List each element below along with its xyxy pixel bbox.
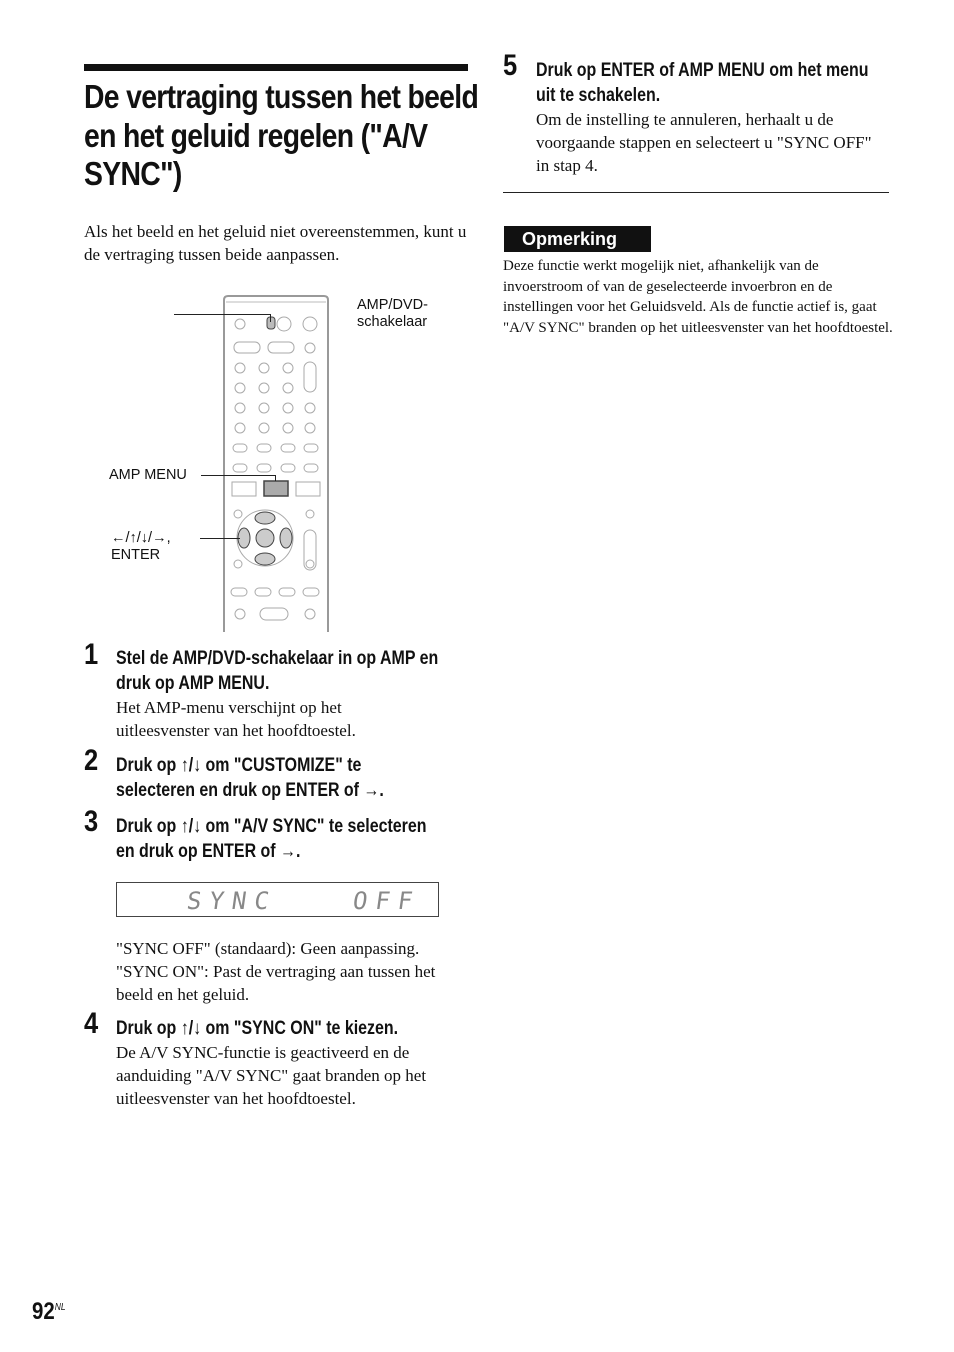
step-2-number: 2 bbox=[84, 744, 99, 777]
section-divider bbox=[503, 192, 889, 193]
callout-arrows-line-2: ENTER bbox=[111, 547, 161, 563]
step-5-body: Om de instelling te annuleren, herhaalt u de voorgaande stappen en selecteert u "SYNC OFF" in stap 4. bbox=[536, 110, 872, 175]
page-number-suffix: NL bbox=[54, 1302, 66, 1313]
display-sync-text: SYNC bbox=[185, 887, 279, 915]
step-1-body: Het AMP-menu verschijnt op het uitleesvenster van het hoofdtoestel. bbox=[116, 698, 356, 740]
step-2-heading-line-1: Druk op ↑/↓ om "CUSTOMIZE" te bbox=[116, 755, 362, 776]
step-3-body-line-2: "SYNC ON": Past de vertraging aan tussen het beeld en het geluid. bbox=[116, 962, 436, 1004]
step-1-heading bbox=[116, 646, 469, 696]
callout-amp-menu: AMP MENU bbox=[109, 467, 187, 483]
page-number bbox=[32, 1298, 66, 1326]
page-title: De vertraging tussen het beeld en het geluid regelen ("A/V SYNC") bbox=[84, 78, 479, 192]
step-5-number: 5 bbox=[503, 49, 518, 82]
remote-figure bbox=[100, 292, 470, 634]
callout-switch-line-2: schakelaar bbox=[357, 314, 428, 330]
step-4-heading-line-1: Druk op ↑/↓ om "SYNC ON" te kiezen. bbox=[116, 1018, 399, 1039]
callout-switch-line-1: AMP/DVD- bbox=[357, 297, 428, 313]
step-3-heading-line-1: Druk op ↑/↓ om "A/V SYNC" te selecteren bbox=[116, 816, 427, 837]
remote-control-illustration bbox=[100, 292, 470, 634]
step-1-heading-line-1: Stel de AMP/DVD-schakelaar in op AMP en bbox=[116, 648, 439, 669]
step-3-heading-line-2: en druk op ENTER of →. bbox=[116, 841, 301, 862]
intro-text: Als het beeld en het geluid niet overeenstemmen, kunt u de vertraging tussen beide aanpassen. bbox=[84, 222, 467, 264]
page-number-value: 92 bbox=[32, 1298, 55, 1325]
step-3-body bbox=[116, 937, 472, 1006]
display-readout bbox=[185, 887, 423, 915]
callout-arrows bbox=[111, 530, 171, 564]
step-3-number: 3 bbox=[84, 805, 99, 838]
step-4-body: De A/V SYNC-functie is geactiveerd en de aanduiding "A/V SYNC" gaat branden op het uitleesvenster van het hoofdtoestel. bbox=[116, 1043, 427, 1108]
note-body: Deze functie werkt mogelijk niet, afhankelijk van de invoerstroom of van de geselecteerde invoerbron en de instellingen voor het Geluidsveld. Als de functie actief is, gaat "A/V SYNC" branden op het uitleesvenster van het hoofdtoestel. bbox=[503, 258, 893, 336]
display-off-text: OFF bbox=[351, 887, 423, 915]
callout-line-switch bbox=[174, 314, 270, 315]
title-rule bbox=[84, 64, 468, 71]
front-panel-display bbox=[116, 882, 439, 917]
callout-line-switch-drop bbox=[270, 314, 271, 322]
callout-line-arrows bbox=[200, 538, 240, 539]
step-4-number: 4 bbox=[84, 1007, 99, 1040]
callout-line-amp-menu-drop bbox=[275, 475, 276, 481]
step-5-heading-line-2: uit te schakelen. bbox=[536, 85, 661, 106]
step-5-heading-line-1: Druk op ENTER of AMP MENU om het menu bbox=[536, 60, 869, 81]
step-5-heading bbox=[536, 58, 889, 108]
step-1-heading-line-2: druk op AMP MENU. bbox=[116, 673, 270, 694]
step-3-body-line-1: "SYNC OFF" (standaard): Geen aanpassing. bbox=[116, 939, 420, 958]
callout-switch bbox=[357, 297, 428, 331]
note-label: Opmerking bbox=[504, 226, 651, 252]
step-3-heading bbox=[116, 814, 469, 864]
step-1-number: 1 bbox=[84, 638, 99, 671]
step-4-heading bbox=[116, 1016, 469, 1041]
step-2-heading bbox=[116, 753, 469, 803]
callout-arrows-line-1: ←/↑/↓/→, bbox=[111, 530, 171, 546]
step-2-heading-line-2: selecteren en druk op ENTER of →. bbox=[116, 780, 384, 801]
callout-line-amp-menu bbox=[201, 475, 275, 476]
